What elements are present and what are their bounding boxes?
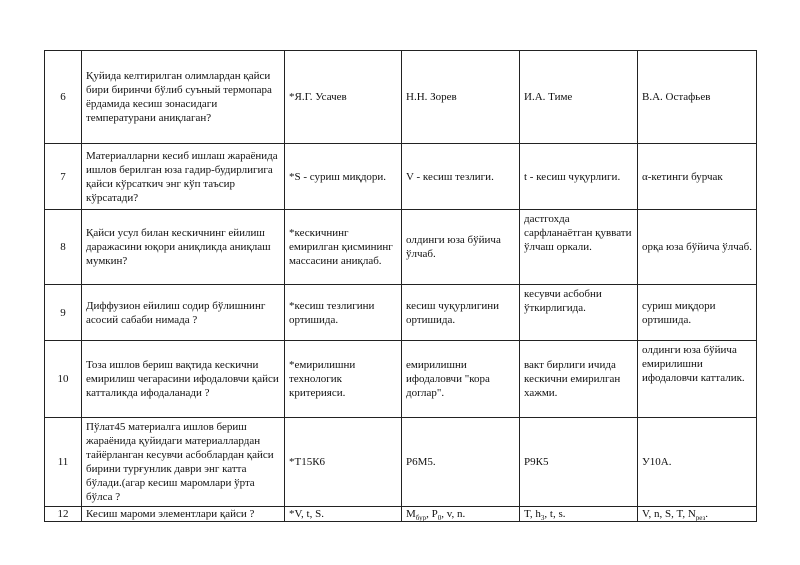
question-number: 11 <box>45 418 82 507</box>
answer-option-d: орқа юза бўйича ўлчаб. <box>638 210 757 285</box>
answer-option-a: *Т15К6 <box>285 418 402 507</box>
answer-option-c <box>520 507 638 522</box>
questions-table <box>44 50 757 522</box>
answer-d-sub: рез <box>695 514 706 522</box>
table-row <box>45 418 757 507</box>
question-text: Кесиш мароми элементлари қайси ? <box>82 507 285 522</box>
answer-option-c: дастгохда сарфланаётган қуввати ўлчаш оркали. <box>520 210 638 285</box>
question-text: Қуйида келтирилган олимлардан қайси бири биринчи бўлиб суъный термопара ёрдамида кесиш зонасидаги температурани аниқлаган? <box>82 51 285 144</box>
question-text: Қайси усул билан кескичнинг ейилиш даражасини юқори аниқликда аниқлаш мумкин? <box>82 210 285 285</box>
answer-option-d <box>638 507 757 522</box>
answer-option-a: *емирилишни технологик критерияси. <box>285 341 402 418</box>
table-row <box>45 507 757 522</box>
question-number: 12 <box>45 507 82 522</box>
answer-option-a: *кесиш тезлигини ортишида. <box>285 285 402 341</box>
answer-option-a: *V, t, S. <box>285 507 402 522</box>
answer-option-d: В.А. Остафьев <box>638 51 757 144</box>
answer-option-a: *S - суриш миқдори. <box>285 144 402 210</box>
table-row <box>45 285 757 341</box>
question-number: 8 <box>45 210 82 285</box>
table-row <box>45 51 757 144</box>
answer-b-sub1: бур <box>415 514 427 522</box>
question-text: Диффузион ейилиш содир бўлишнинг асосий сабаби нимада ? <box>82 285 285 341</box>
answer-b-tail: , v, n. <box>441 508 466 520</box>
answer-option-d: У10А. <box>638 418 757 507</box>
answer-option-b: кесиш чуқурлигини ортишида. <box>402 285 520 341</box>
answer-b-mid: , P <box>426 508 438 520</box>
answer-option-c: кесувчи асбобни ўткирлигида. <box>520 285 638 341</box>
answer-option-d: α-кетинги бурчак <box>638 144 757 210</box>
answer-d-tail: . <box>705 508 709 520</box>
answer-option-d: олдинги юза бўйича емирилишни ифодаловчи катталик. <box>638 341 757 418</box>
answer-c-main: T, h <box>524 508 541 520</box>
table-row <box>45 144 757 210</box>
answer-c-sub: 3 <box>540 514 545 522</box>
question-text: Пўлат45 материалга ишлов бериш жараёнида қуйидаги материаллардан тайёрланган кесувчи асбоблардан қайси бирини турғунлик даври энг катта бўлади.(агар кесиш маромлари ўртa бўлса ? <box>82 418 285 507</box>
question-text: Тоза ишлов бериш вақтида кескични емирилиш чегарасини ифодаловчи қайси катталикда ифодаланади ? <box>82 341 285 418</box>
answer-option-b <box>402 507 520 522</box>
answer-option-c: Р9К5 <box>520 418 638 507</box>
answer-option-b: Н.Н. Зорев <box>402 51 520 144</box>
question-number: 6 <box>45 51 82 144</box>
answer-b-main: M <box>406 508 416 520</box>
answer-option-a: *кескичнинг емирилган қисмининг массасини аниқлаб. <box>285 210 402 285</box>
table-row <box>45 341 757 418</box>
question-text: Материалларни кесиб ишлаш жараёнида ишлов берилган юза гадир-будирлигига қайси кўрсаткич энг кўп таъсир кўрсатади? <box>82 144 285 210</box>
answer-c-tail: , t, s. <box>544 508 566 520</box>
question-number: 7 <box>45 144 82 210</box>
answer-d-main: V, n, S, T, N <box>642 508 696 520</box>
answer-option-b: V - кесиш тезлиги. <box>402 144 520 210</box>
table-row <box>45 210 757 285</box>
answer-option-a: *Я.Г. Усачев <box>285 51 402 144</box>
answer-option-c: t - кесиш чуқурлиги. <box>520 144 638 210</box>
answer-option-c: И.А. Тиме <box>520 51 638 144</box>
question-number: 9 <box>45 285 82 341</box>
question-number: 10 <box>45 341 82 418</box>
answer-option-d: суриш миқдори ортишида. <box>638 285 757 341</box>
answer-option-c: вакт бирлиги ичида кескични емирилган хажми. <box>520 341 638 418</box>
answer-b-sub2: 0 <box>437 514 442 522</box>
answer-option-b: Р6М5. <box>402 418 520 507</box>
answer-option-b: олдинги юза бўйича ўлчаб. <box>402 210 520 285</box>
answer-option-b: емирилишни ифодаловчи "кора доглар". <box>402 341 520 418</box>
